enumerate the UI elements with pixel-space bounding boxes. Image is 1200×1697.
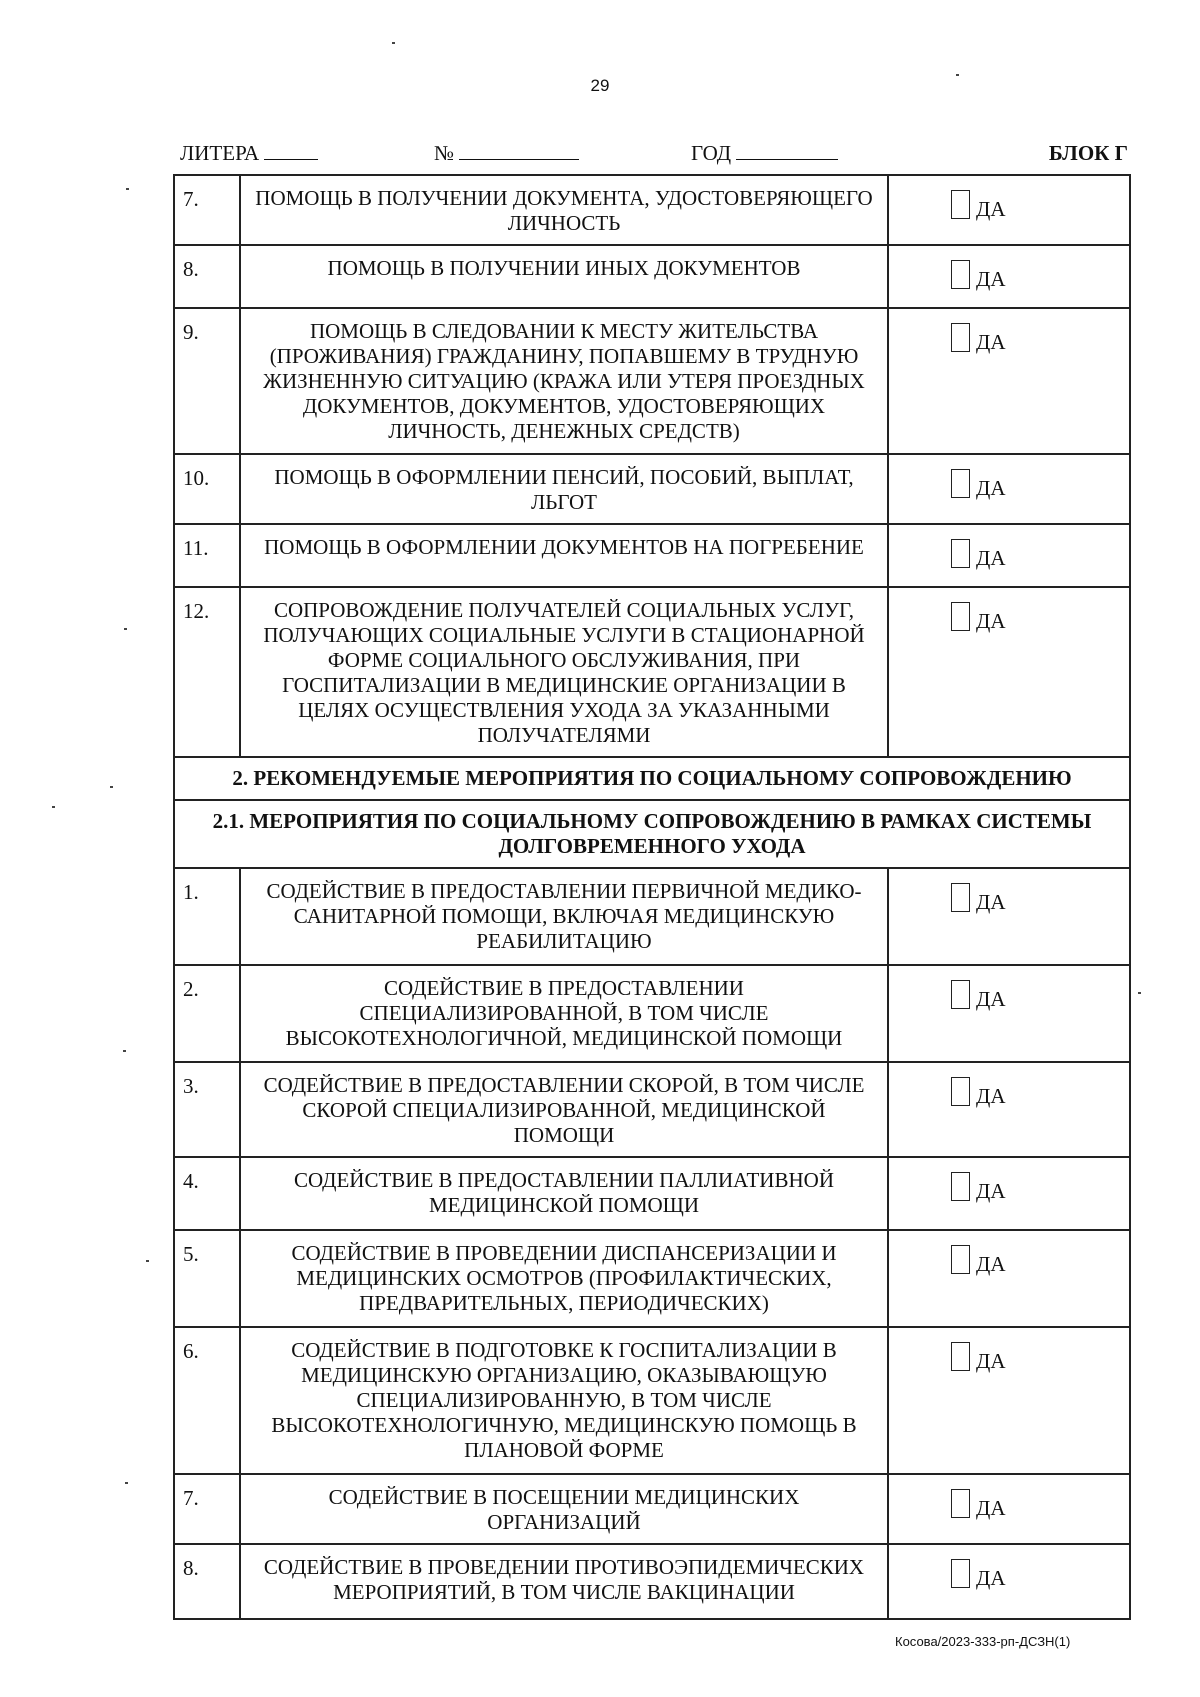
- row-check-cell: [888, 965, 1130, 1062]
- table-row: [174, 308, 1130, 454]
- footer-document-code: Косова/2023-333-рп-ДСЗН(1): [895, 1634, 1071, 1649]
- row-text: СОДЕЙСТВИЕ В ПРЕДОСТАВЛЕНИИ ПЕРВИЧНОЙ МЕДИКО-САНИТАРНОЙ ПОМОЩИ, ВКЛЮЧАЯ МЕДИЦИНСКУЮ РЕАБИЛИТАЦИЮ: [240, 868, 888, 965]
- yes-checkbox[interactable]: [951, 323, 970, 352]
- row-check-cell: [888, 1230, 1130, 1327]
- table-row: [174, 965, 1130, 1062]
- row-check-cell: [888, 1157, 1130, 1230]
- row-number: 1.: [174, 868, 240, 965]
- table-row: [174, 175, 1130, 245]
- yes-checkbox[interactable]: [951, 602, 970, 631]
- row-number: 3.: [174, 1062, 240, 1157]
- table-row: [174, 1062, 1130, 1157]
- yes-checkbox[interactable]: [951, 1077, 970, 1106]
- litera-label: ЛИТЕРА: [180, 141, 260, 165]
- yes-checkbox[interactable]: [951, 260, 970, 289]
- number-field[interactable]: [459, 141, 579, 160]
- scan-speck: [110, 786, 113, 788]
- yes-checkbox[interactable]: [951, 539, 970, 568]
- number-label: №: [434, 141, 455, 165]
- yes-label: ДА: [976, 1084, 1006, 1108]
- table-row: [174, 454, 1130, 524]
- row-text: ПОМОЩЬ В ОФОРМЛЕНИИ ПЕНСИЙ, ПОСОБИЙ, ВЫПЛАТ, ЛЬГОТ: [240, 454, 888, 524]
- row-check-cell: [888, 868, 1130, 965]
- row-text: ПОМОЩЬ В СЛЕДОВАНИИ К МЕСТУ ЖИТЕЛЬСТВА (ПРОЖИВАНИЯ) ГРАЖДАНИНУ, ПОПАВШЕМУ В ТРУДНУЮ ЖИЗНЕННУЮ СИТУАЦИЮ (КРАЖА ИЛИ УТЕРЯ ПРОЕЗДНЫХ ДОКУМЕНТОВ, ДОКУМЕНТОВ, УДОСТОВЕРЯЮЩИХ ЛИЧНОСТЬ, ДЕНЕЖНЫХ СРЕДСТВ): [240, 308, 888, 454]
- scan-speck: [126, 188, 129, 190]
- row-number: 2.: [174, 965, 240, 1062]
- yes-checkbox[interactable]: [951, 1342, 970, 1371]
- row-text: ПОМОЩЬ В ПОЛУЧЕНИИ ИНЫХ ДОКУМЕНТОВ: [240, 245, 888, 308]
- page-number: 29: [590, 76, 610, 95]
- table-row: [174, 1157, 1130, 1230]
- row-text: СОДЕЙСТВИЕ В ПРЕДОСТАВЛЕНИИ ПАЛЛИАТИВНОЙ МЕДИЦИНСКОЙ ПОМОЩИ: [240, 1157, 888, 1230]
- row-check-cell: [888, 1474, 1130, 1544]
- row-number: 8.: [174, 245, 240, 308]
- section-row: [174, 800, 1130, 868]
- row-number: 7.: [174, 175, 240, 245]
- table-row: [174, 524, 1130, 587]
- table-row: [174, 245, 1130, 308]
- row-check-cell: [888, 587, 1130, 757]
- block-label: БЛОК Г: [1048, 141, 1128, 165]
- row-check-cell: [888, 1327, 1130, 1474]
- row-text: СОПРОВОЖДЕНИЕ ПОЛУЧАТЕЛЕЙ СОЦИАЛЬНЫХ УСЛУГ, ПОЛУЧАЮЩИХ СОЦИАЛЬНЫЕ УСЛУГИ В СТАЦИОНАРНОЙ ФОРМЕ СОЦИАЛЬНОГО ОБСЛУЖИВАНИЯ, ПРИ ГОСПИТАЛИЗАЦИИ В МЕДИЦИНСКИЕ ОРГАНИЗАЦИИ В ЦЕЛЯХ ОСУЩЕСТВЛЕНИЯ УХОДА ЗА УКАЗАННЫМИ ПОЛУЧАТЕЛЯМИ: [240, 587, 888, 757]
- yes-checkbox[interactable]: [951, 980, 970, 1009]
- row-number: 9.: [174, 308, 240, 454]
- row-number: 12.: [174, 587, 240, 757]
- section-2-1-title: 2.1. МЕРОПРИЯТИЯ ПО СОЦИАЛЬНОМУ СОПРОВОЖДЕНИЮ В РАМКАХ СИСТЕМЫ ДОЛГОВРЕМЕННОГО УХОДА: [174, 800, 1130, 868]
- scan-speck: [1138, 992, 1141, 994]
- row-text: СОДЕЙСТВИЕ В ПРЕДОСТАВЛЕНИИ СПЕЦИАЛИЗИРОВАННОЙ, В ТОМ ЧИСЛЕ ВЫСОКОТЕХНОЛОГИЧНОЙ, МЕДИЦИНСКОЙ ПОМОЩИ: [240, 965, 888, 1062]
- row-number: 8.: [174, 1544, 240, 1619]
- yes-label: ДА: [976, 1179, 1006, 1203]
- yes-label: ДА: [976, 890, 1006, 914]
- row-text: СОДЕЙСТВИЕ В ПОСЕЩЕНИИ МЕДИЦИНСКИХ ОРГАНИЗАЦИЙ: [240, 1474, 888, 1544]
- row-check-cell: [888, 245, 1130, 308]
- form-header: [180, 141, 1128, 167]
- row-text: СОДЕЙСТВИЕ В ПРЕДОСТАВЛЕНИИ СКОРОЙ, В ТОМ ЧИСЛЕ СКОРОЙ СПЕЦИАЛИЗИРОВАННОЙ, МЕДИЦИНСКОЙ ПОМОЩИ: [240, 1062, 888, 1157]
- table-row: [174, 868, 1130, 965]
- scan-speck: [52, 806, 55, 808]
- yes-checkbox[interactable]: [951, 883, 970, 912]
- row-number: 7.: [174, 1474, 240, 1544]
- yes-label: ДА: [976, 197, 1006, 221]
- yes-checkbox[interactable]: [951, 469, 970, 498]
- row-number: 11.: [174, 524, 240, 587]
- row-check-cell: [888, 1062, 1130, 1157]
- scan-speck: [956, 74, 959, 76]
- row-check-cell: [888, 454, 1130, 524]
- table-row: [174, 587, 1130, 757]
- table-row: [174, 1327, 1130, 1474]
- row-text: СОДЕЙСТВИЕ В ПОДГОТОВКЕ К ГОСПИТАЛИЗАЦИИ В МЕДИЦИНСКУЮ ОРГАНИЗАЦИЮ, ОКАЗЫВАЮЩУЮ СПЕЦИАЛИЗИРОВАННУЮ, В ТОМ ЧИСЛЕ ВЫСОКОТЕХНОЛОГИЧНУЮ, МЕДИЦИНСКУЮ ПОМОЩЬ В ПЛАНОВОЙ ФОРМЕ: [240, 1327, 888, 1474]
- row-number: 10.: [174, 454, 240, 524]
- table-row: [174, 1544, 1130, 1619]
- row-text: ПОМОЩЬ В ОФОРМЛЕНИИ ДОКУМЕНТОВ НА ПОГРЕБЕНИЕ: [240, 524, 888, 587]
- yes-label: ДА: [976, 476, 1006, 500]
- scan-speck: [392, 42, 395, 44]
- yes-label: ДА: [976, 1349, 1006, 1373]
- yes-label: ДА: [976, 1496, 1006, 1520]
- scan-speck: [123, 1050, 126, 1052]
- scan-speck: [124, 628, 127, 630]
- row-check-cell: [888, 524, 1130, 587]
- table-row: [174, 1230, 1130, 1327]
- yes-label: ДА: [976, 546, 1006, 570]
- yes-label: ДА: [976, 987, 1006, 1011]
- row-check-cell: [888, 308, 1130, 454]
- yes-checkbox[interactable]: [951, 1489, 970, 1518]
- table-row: [174, 1474, 1130, 1544]
- row-check-cell: [888, 1544, 1130, 1619]
- services-table: [173, 174, 1131, 1620]
- row-text: СОДЕЙСТВИЕ В ПРОВЕДЕНИИ ПРОТИВОЭПИДЕМИЧЕСКИХ МЕРОПРИЯТИЙ, В ТОМ ЧИСЛЕ ВАКЦИНАЦИИ: [240, 1544, 888, 1619]
- yes-label: ДА: [976, 1566, 1006, 1590]
- year-label: ГОД: [691, 141, 732, 165]
- yes-label: ДА: [976, 330, 1006, 354]
- yes-checkbox[interactable]: [951, 1245, 970, 1274]
- row-number: 6.: [174, 1327, 240, 1474]
- row-text: СОДЕЙСТВИЕ В ПРОВЕДЕНИИ ДИСПАНСЕРИЗАЦИИ И МЕДИЦИНСКИХ ОСМОТРОВ (ПРОФИЛАКТИЧЕСКИХ, ПРЕДВАРИТЕЛЬНЫХ, ПЕРИОДИЧЕСКИХ): [240, 1230, 888, 1327]
- yes-label: ДА: [976, 267, 1006, 291]
- row-check-cell: [888, 175, 1130, 245]
- litera-field[interactable]: [264, 141, 318, 160]
- yes-checkbox[interactable]: [951, 1172, 970, 1201]
- yes-label: ДА: [976, 609, 1006, 633]
- yes-checkbox[interactable]: [951, 190, 970, 219]
- row-number: 4.: [174, 1157, 240, 1230]
- year-field[interactable]: [736, 141, 838, 160]
- scan-speck: [146, 1260, 149, 1262]
- yes-label: ДА: [976, 1252, 1006, 1276]
- section-2-title: 2. РЕКОМЕНДУЕМЫЕ МЕРОПРИЯТИЯ ПО СОЦИАЛЬНОМУ СОПРОВОЖДЕНИЮ: [174, 757, 1130, 800]
- yes-checkbox[interactable]: [951, 1559, 970, 1588]
- row-number: 5.: [174, 1230, 240, 1327]
- scan-speck: [125, 1482, 128, 1484]
- row-text: ПОМОЩЬ В ПОЛУЧЕНИИ ДОКУМЕНТА, УДОСТОВЕРЯЮЩЕГО ЛИЧНОСТЬ: [240, 175, 888, 245]
- section-row: [174, 757, 1130, 800]
